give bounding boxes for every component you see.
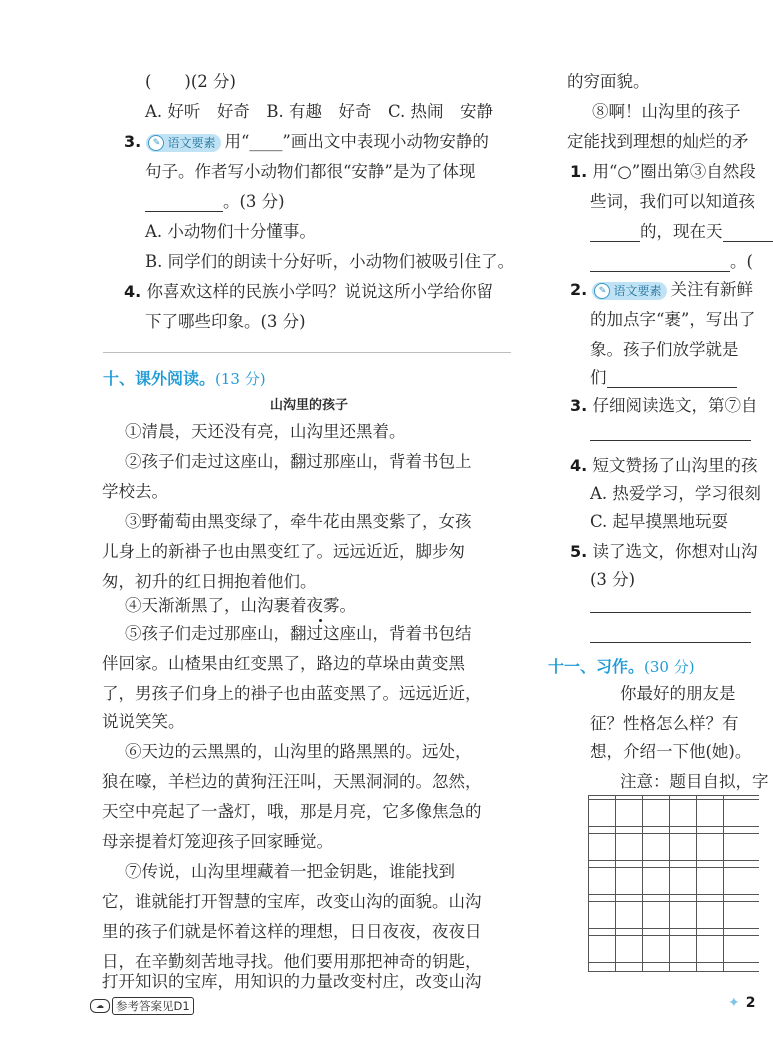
right-question-1-line-3 xyxy=(590,222,773,242)
right-question-4-option-c: C. 起早摸黑地玩耍 xyxy=(590,512,729,531)
question-3-line-2: 句子。作者写小动物们都很“安静”是为了体现 xyxy=(145,162,476,181)
grid-col xyxy=(723,796,724,971)
book-icon: ✎ xyxy=(594,283,610,299)
right-question-2-line-2: 的加点字“裹”，写出了 xyxy=(590,310,756,329)
paragraph-6-line-4: 母亲提着灯笼迎孩子回家睡觉。 xyxy=(102,832,333,851)
right-question-2-line-3: 象。孩子们放学就是 xyxy=(590,340,739,359)
answer-reference xyxy=(90,997,194,1015)
answer-line[interactable] xyxy=(590,440,751,441)
paragraph-2-line-1: ②孩子们走过这座山，翻过那座山，背着书包上 xyxy=(125,452,472,471)
section-10-heading xyxy=(103,366,266,389)
right-question-5-number: 5. xyxy=(570,542,588,561)
right-question-2-line-4-text: 们 xyxy=(590,368,607,387)
right-text-1: 的穷面貌。 xyxy=(567,72,650,91)
question-4 xyxy=(124,282,493,302)
question-3-line-3-text: 。(3 分) xyxy=(223,192,285,211)
answer-line[interactable] xyxy=(590,642,751,643)
right-question-4-option-a: A. 热爱学习，学习很刻 xyxy=(590,484,761,503)
page-number-text: 2 xyxy=(745,995,756,1011)
right-text-2: ⑧啊！山沟里的孩子 xyxy=(592,102,741,121)
right-question-2-line-1: 关注有新鲜 xyxy=(670,280,753,299)
writing-prompt-3: 想，介绍一下他(她)。 xyxy=(590,742,752,761)
section-11-heading xyxy=(548,654,695,677)
paragraph-6-line-2: 狼在嚎，羊栏边的黄狗汪汪叫，天黑洞洞的。忽然， xyxy=(102,772,482,791)
right-question-4-number: 4. xyxy=(570,456,588,475)
grid-col xyxy=(669,796,670,971)
question-4-number: 4. xyxy=(124,282,142,301)
paragraph-5-line-3: 了，男孩子们身上的褂子也由蓝变黑了。远远近近， xyxy=(102,684,482,703)
paragraph-6-line-3: 天空中亮起了一盏灯，哦，那是月亮，它多像焦急的 xyxy=(102,802,482,821)
right-question-1-number: 1. xyxy=(570,162,588,181)
right-question-5-line-2: (3 分) xyxy=(590,570,636,589)
answer-blank[interactable] xyxy=(723,241,773,242)
section-10-points: (13 分) xyxy=(215,370,266,388)
paragraph-3-line-1: ③野葡萄由黑变绿了，牵牛花由黑变紫了，女孩 xyxy=(125,512,472,531)
writing-prompt-2: 征？性格怎么样？有 xyxy=(590,714,739,733)
paragraph-2-line-2: 学校去。 xyxy=(102,482,168,501)
paragraph-7-line-3: 里的孩子们就是怀着这样的理想，日日夜夜，夜夜日 xyxy=(102,922,482,941)
grid-col xyxy=(642,796,643,971)
right-question-2-number: 2. xyxy=(570,280,588,299)
question-4-line-2: 下了哪些印象。(3 分) xyxy=(145,312,306,331)
section-11-points: (30 分) xyxy=(644,658,695,676)
right-question-3 xyxy=(570,396,757,416)
paragraph-7-line-4: 日，在辛勤刻苦地寻找。他们要用那把神奇的钥匙， xyxy=(102,952,482,971)
paragraph-7-line-5: 打开知识的宝库，用知识的力量改变村庄，改变山沟 xyxy=(102,972,482,991)
answer-blank[interactable] xyxy=(607,387,737,388)
question-3-line-3 xyxy=(145,192,285,212)
question-4-line-1: 你喜欢这样的民族小学吗？说说这所小学给你留 xyxy=(146,282,493,301)
writing-prompt-4: 注意：题目自拟，字 xyxy=(620,772,769,791)
grid-col xyxy=(696,796,697,971)
right-text-3: 定能找到理想的灿烂的矛 xyxy=(567,132,749,151)
section-11-title: 十一、习作。 xyxy=(548,657,645,676)
tag-label: 语文要素 xyxy=(613,283,662,298)
right-question-5 xyxy=(570,542,757,562)
sparkle-icon: ✦ xyxy=(728,995,740,1011)
answer-blank[interactable] xyxy=(590,271,730,272)
section-10-title: 十、课外阅读。 xyxy=(103,369,216,388)
answer-line[interactable] xyxy=(590,612,751,613)
right-question-3-line-1: 仔细阅读选文，第⑦自 xyxy=(592,396,758,415)
chinese-element-tag xyxy=(592,282,667,300)
right-question-1 xyxy=(570,162,756,182)
answer-blank[interactable] xyxy=(145,211,223,212)
answer-reference-label: 参考答案见D1 xyxy=(112,997,194,1015)
section-divider xyxy=(103,352,511,353)
question-3-line-1: 用“____”画出文中表现小动物安静的 xyxy=(224,132,489,151)
right-question-2 xyxy=(570,280,753,300)
book-icon: ✎ xyxy=(148,135,164,151)
chinese-element-tag xyxy=(146,134,221,152)
question-3 xyxy=(124,132,489,152)
tag-label: 语文要素 xyxy=(167,135,216,150)
question-3-option-b: B. 同学们的朗读十分好听，小动物们被吸引住了。 xyxy=(145,252,515,271)
right-question-1-line-4-text: 。( xyxy=(730,252,753,271)
paragraph-1: ①清晨，天还没有亮，山沟里还黑着。 xyxy=(125,422,406,441)
right-question-2-line-4 xyxy=(590,368,737,388)
paragraph-4: ④天渐渐黑了，山沟裹着夜雾。 xyxy=(125,596,356,615)
paragraph-3-line-3: 匆，初升的红日拥抱着他们。 xyxy=(102,572,317,591)
writing-prompt-1: 你最好的朋友是 xyxy=(620,684,736,703)
question-3-option-a: A. 小动物们十分懂事。 xyxy=(145,222,316,241)
question-paren-score: ( )(2 分) xyxy=(145,72,236,91)
cloud-icon: ☁ xyxy=(90,999,110,1013)
right-question-1-line-3-text: 的，现在天 xyxy=(640,222,723,241)
paragraph-5-line-1: ⑤孩子们走过那座山，翻过这座山，背着书包结 xyxy=(125,624,472,643)
passage-title: 山沟里的孩子 xyxy=(270,398,349,413)
paragraph-7-line-2: 它，谁就能打开智慧的宝库，改变山沟的面貌。山沟 xyxy=(102,892,482,911)
paragraph-5-line-4: 说说笑笑。 xyxy=(102,712,185,731)
paragraph-6-line-1: ⑥天边的云黑黑的，山沟里的路黑黑的。远处， xyxy=(125,742,472,761)
right-question-1-line-1: 用“○”圈出第③自然段 xyxy=(592,162,756,181)
paragraph-5-line-2: 伴回家。山楂果由红变黑了，路边的草垛由黄变黑 xyxy=(102,654,465,673)
right-question-4-line-1: 短文赞扬了山沟里的孩 xyxy=(592,456,758,475)
paragraph-7-line-1: ⑦传说，山沟里埋藏着一把金钥匙，谁能找到 xyxy=(125,862,455,881)
right-question-4 xyxy=(570,456,757,476)
page-number xyxy=(728,995,755,1011)
emphasis-dot xyxy=(319,619,322,622)
right-question-3-number: 3. xyxy=(570,396,588,415)
writing-grid[interactable] xyxy=(588,795,759,972)
right-question-5-line-1: 读了选文，你想对山沟 xyxy=(592,542,758,561)
right-question-1-line-4 xyxy=(590,252,753,272)
right-question-1-line-2: 些词，我们可以知道孩 xyxy=(590,192,755,211)
answer-blank[interactable] xyxy=(590,241,640,242)
question-options: A. 好听 好奇 B. 有趣 好奇 C. 热闹 安静 xyxy=(145,102,494,121)
grid-col xyxy=(615,796,616,971)
question-3-number: 3. xyxy=(124,132,142,151)
paragraph-3-line-2: 儿身上的新褂子也由黑变红了。远远近近，脚步匆 xyxy=(102,542,465,561)
